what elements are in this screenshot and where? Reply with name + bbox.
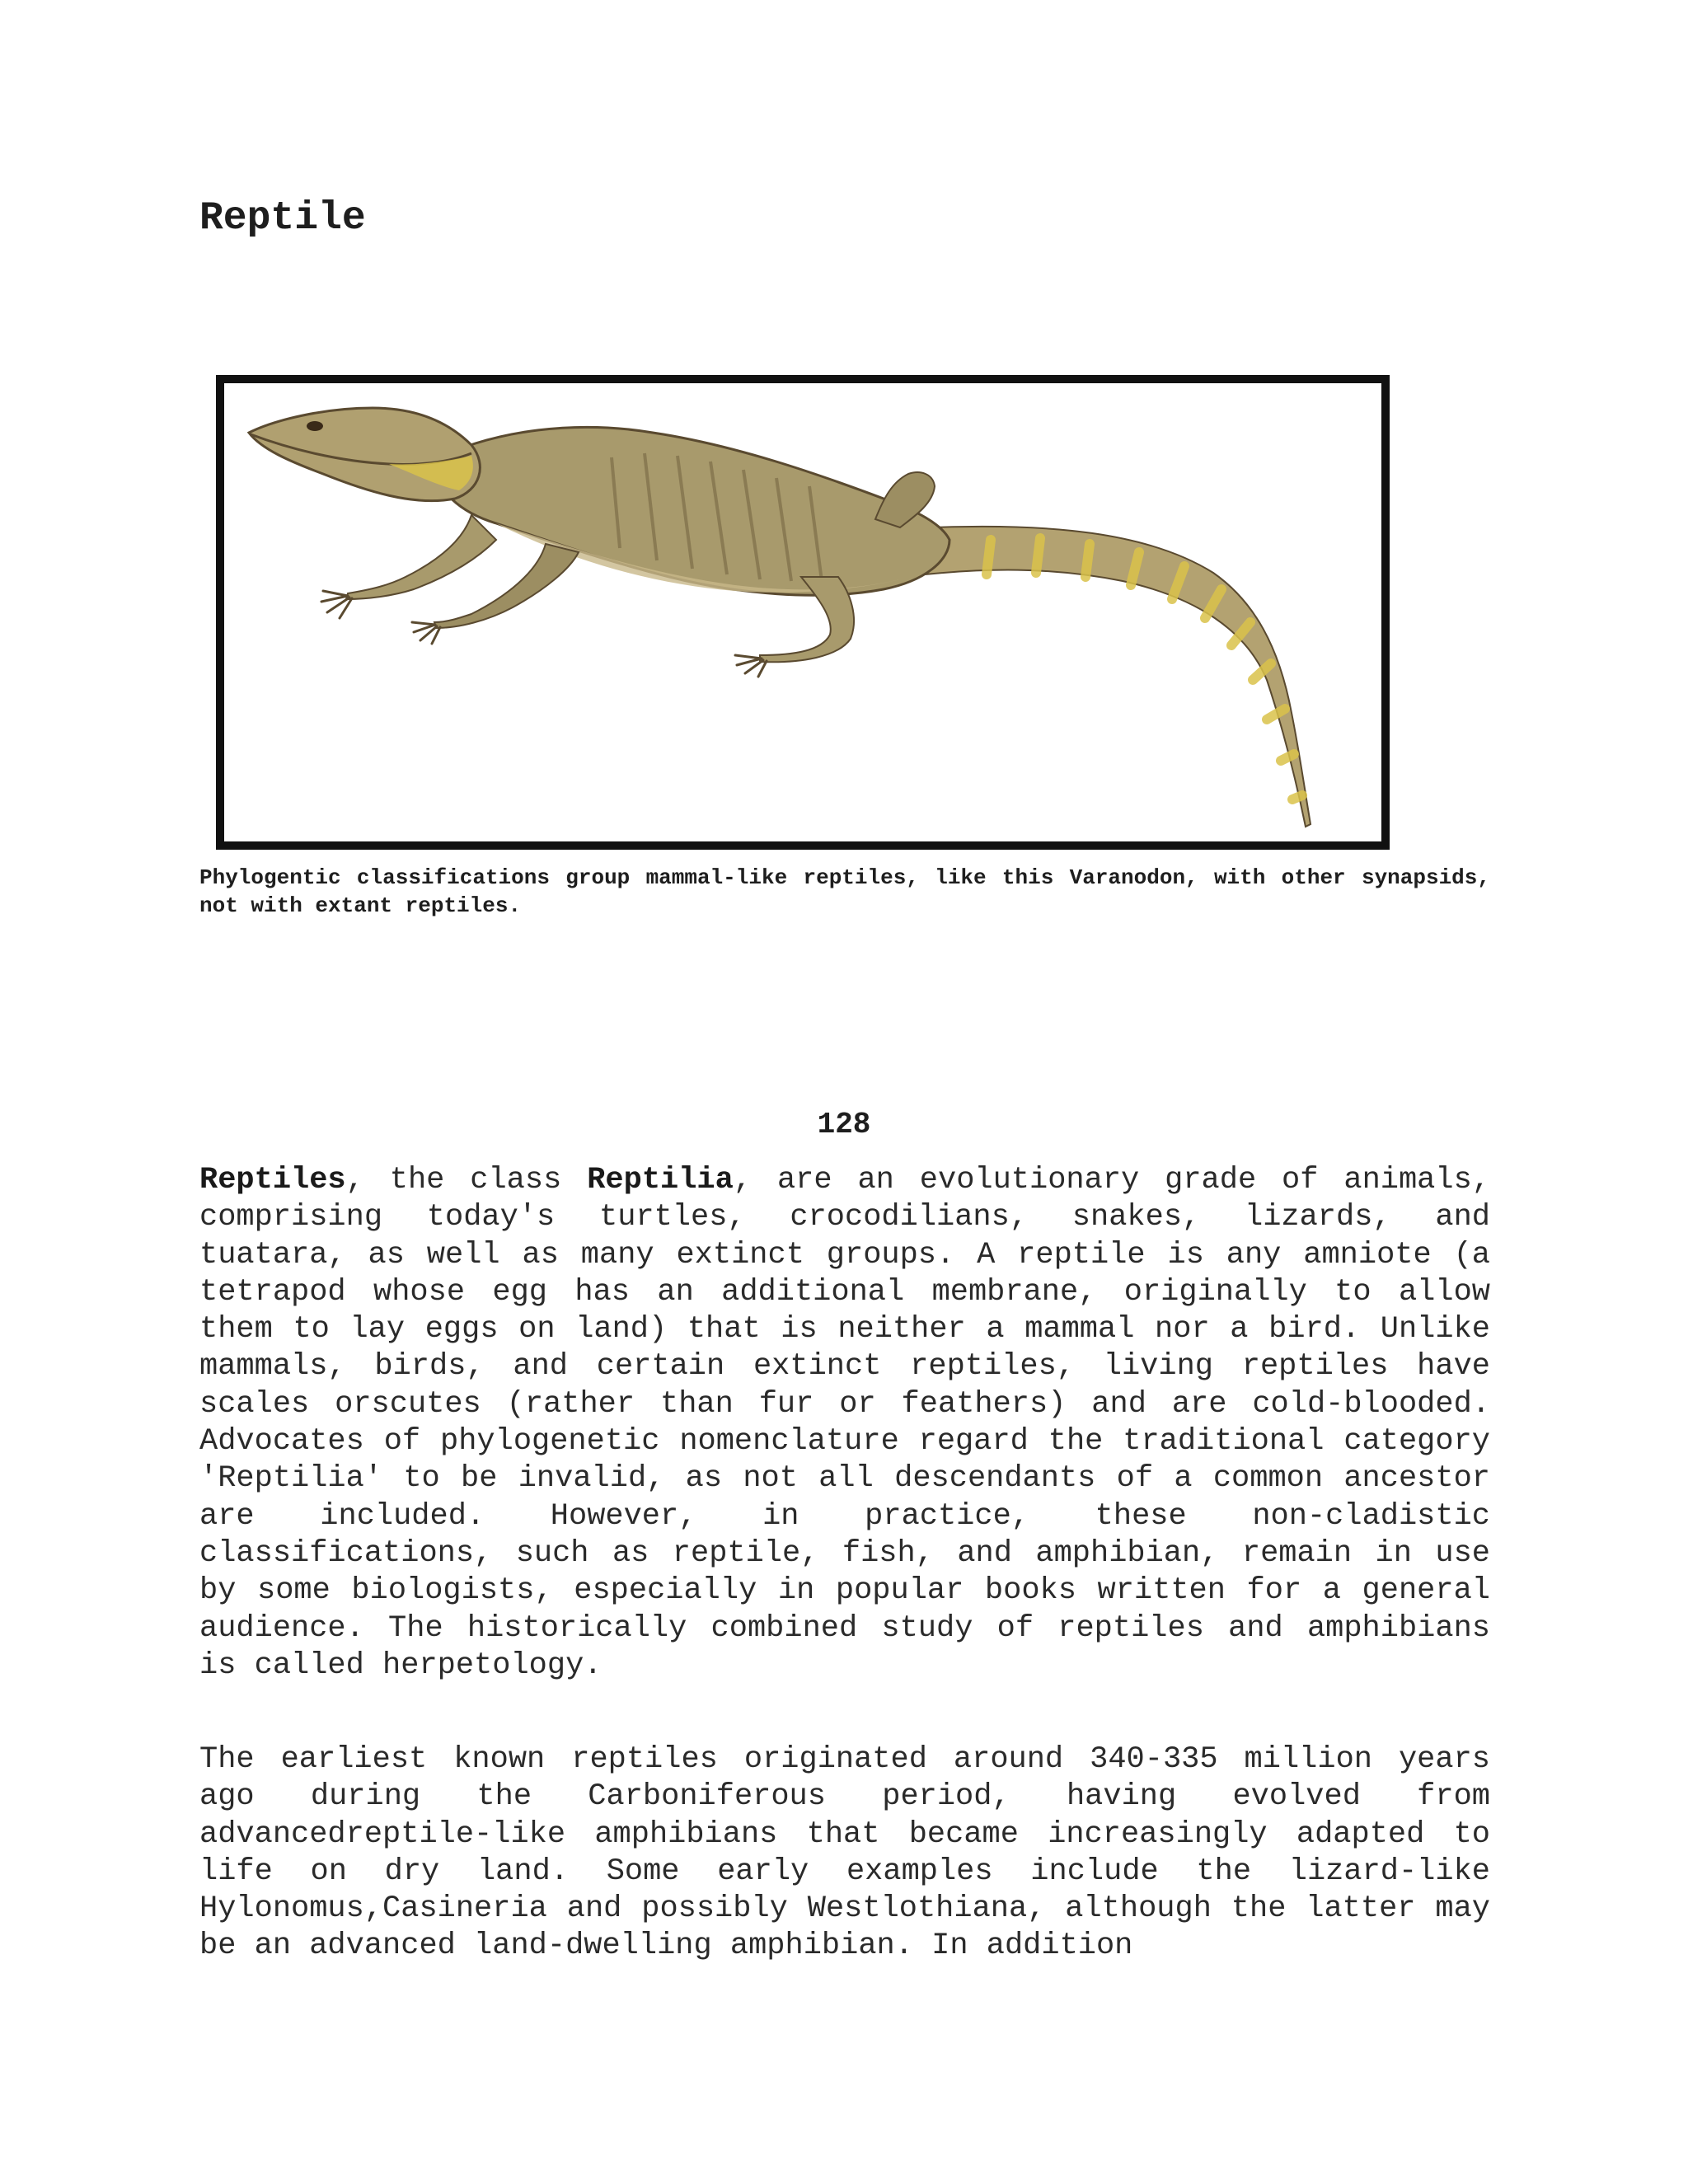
front-toes [321,591,352,618]
lizard-front-leg [346,515,496,599]
paragraph-text: , are an evolutionary grade of animals, comprising today's turtles, crocodilians, snakes, lizards, and tuatara, as well as many extinct groups. A reptile is any amniote (a tetrapod whose egg has an additional membrane, originally to allow them to lay eggs on land) that is neither a mammal nor a bird. Unlike mammals, birds, and certain extinct reptiles, living reptiles have scales orscutes (rather than fur or feathers) and are cold-blooded. Advocates of phylogenetic nomenclature regard the traditional category 'Reptilia' to be invalid, as not all descendants of a common ancestor are included. However, in practice, these non-cladistic classifications, such as reptile, fish, and amphibian, remain in use by some biologists, especially in popular books written for a general audience. The historically combined study of reptiles and amphibians is called herpetology. [199,1163,1490,1683]
figure-frame [216,375,1390,850]
body-paragraph-2: The earliest known reptiles originated around 340-335 million years ago during the Carboniferous period, having evolved from advancedreptile-like amphibians that became increasingly adapted to life on dry land. Some early examples include the lizard-like Hylonomus,Casineria and possibly Westlothiana, although the latter may be an advanced land-dwelling amphibian. In addition [199,1742,1490,1964]
paragraph-text: , the class [345,1163,588,1197]
figure-caption: Phylogentic classifications group mammal-like reptiles, like this Varanodon, with other synapsids, not with extant reptiles. [199,865,1490,918]
lizard-head [249,408,480,501]
body-paragraph-1 [199,1162,1490,1685]
lizard-eye [307,421,323,431]
varanodon-illustration [224,383,1381,841]
term-reptiles: Reptiles [199,1163,346,1197]
front-toes-2 [412,622,440,644]
lizard-body [430,427,950,595]
page-number: 128 [817,1108,871,1141]
term-reptilia: Reptilia [587,1163,734,1197]
page-title: Reptile [199,196,366,241]
hind-toes [735,655,767,677]
